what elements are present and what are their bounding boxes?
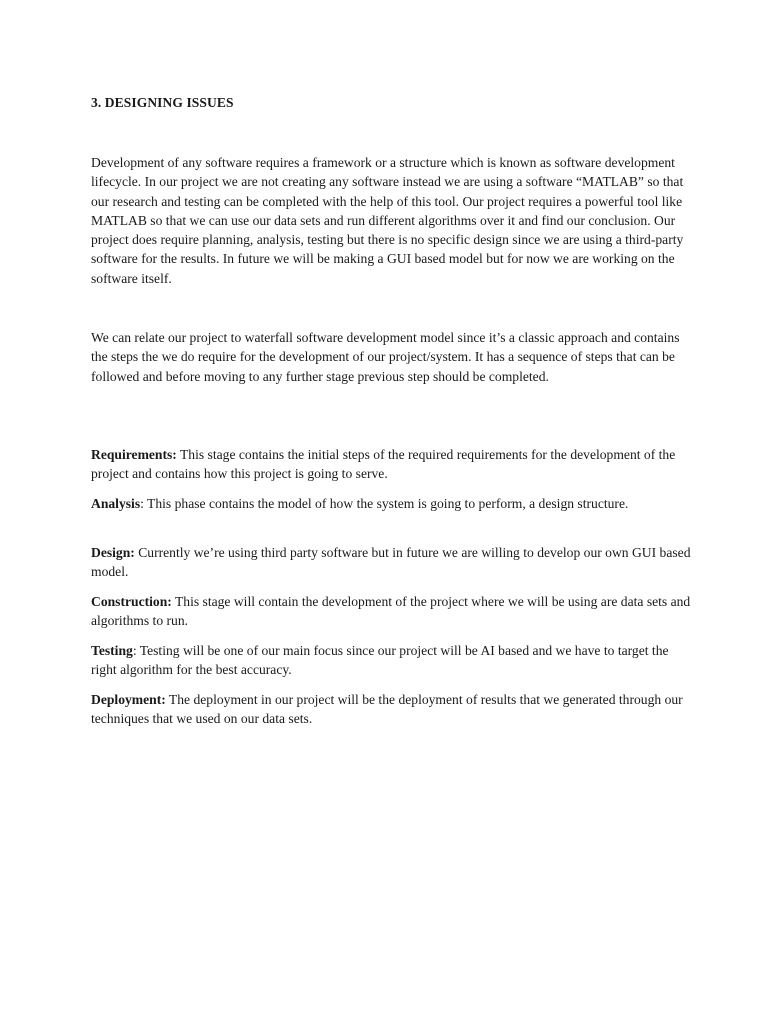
stage-deployment (91, 690, 691, 729)
stage-term: Requirements: (91, 447, 177, 462)
waterfall-paragraph: We can relate our project to waterfall software development model since it’s a classic approach and contains the steps the we do require for the development of our project/system. It has a sequence of steps that can be followed and before moving to any further stage previous step should be completed. (91, 330, 680, 384)
stage-testing (91, 641, 691, 680)
stage-term: Testing (91, 643, 133, 658)
stage-requirements (91, 445, 691, 484)
stage-design (91, 543, 691, 582)
stage-description: The deployment in our project will be the deployment of results that we generated through our techniques that we used on our data sets. (91, 692, 683, 727)
stage-term: Analysis (91, 496, 141, 511)
stage-description: : This phase contains the model of how the system is going to perform, a design structure. (140, 496, 629, 511)
stage-description: This stage will contain the development of the project where we will be using are data sets and algorithms to run. (91, 594, 691, 629)
stage-description: : Testing will be one of our main focus since our project will be AI based and we have to target the right algorithm for the best accuracy. (91, 643, 669, 678)
stage-term: Design: (91, 545, 135, 560)
stage-term: Construction: (91, 594, 172, 609)
intro-paragraph: Development of any software requires a framework or a structure which is known as software development lifecycle. In our project we are not creating any software instead we are using a software “MATLAB” so that our research and testing can be completed with the help of this tool. Our project requires a powerful tool like MATLAB so that we can use our data sets and run different algorithms over it and find our conclusion. Our project does require planning, analysis, testing but there is no specific design since we are using a third-party software for the results. In future we will be making a GUI based model but for now we are working on the software itself. (91, 155, 684, 286)
stage-description: Currently we’re using third party software but in future we are willing to develop our own GUI based model. (91, 545, 691, 580)
stage-term: Deployment: (91, 692, 166, 707)
stage-analysis (91, 494, 691, 513)
stage-construction (91, 592, 691, 631)
section-heading: 3. DESIGNING ISSUES (91, 95, 234, 110)
stage-description: This stage contains the initial steps of the required requirements for the development of the project and contains how this project is going to serve. (91, 447, 676, 482)
